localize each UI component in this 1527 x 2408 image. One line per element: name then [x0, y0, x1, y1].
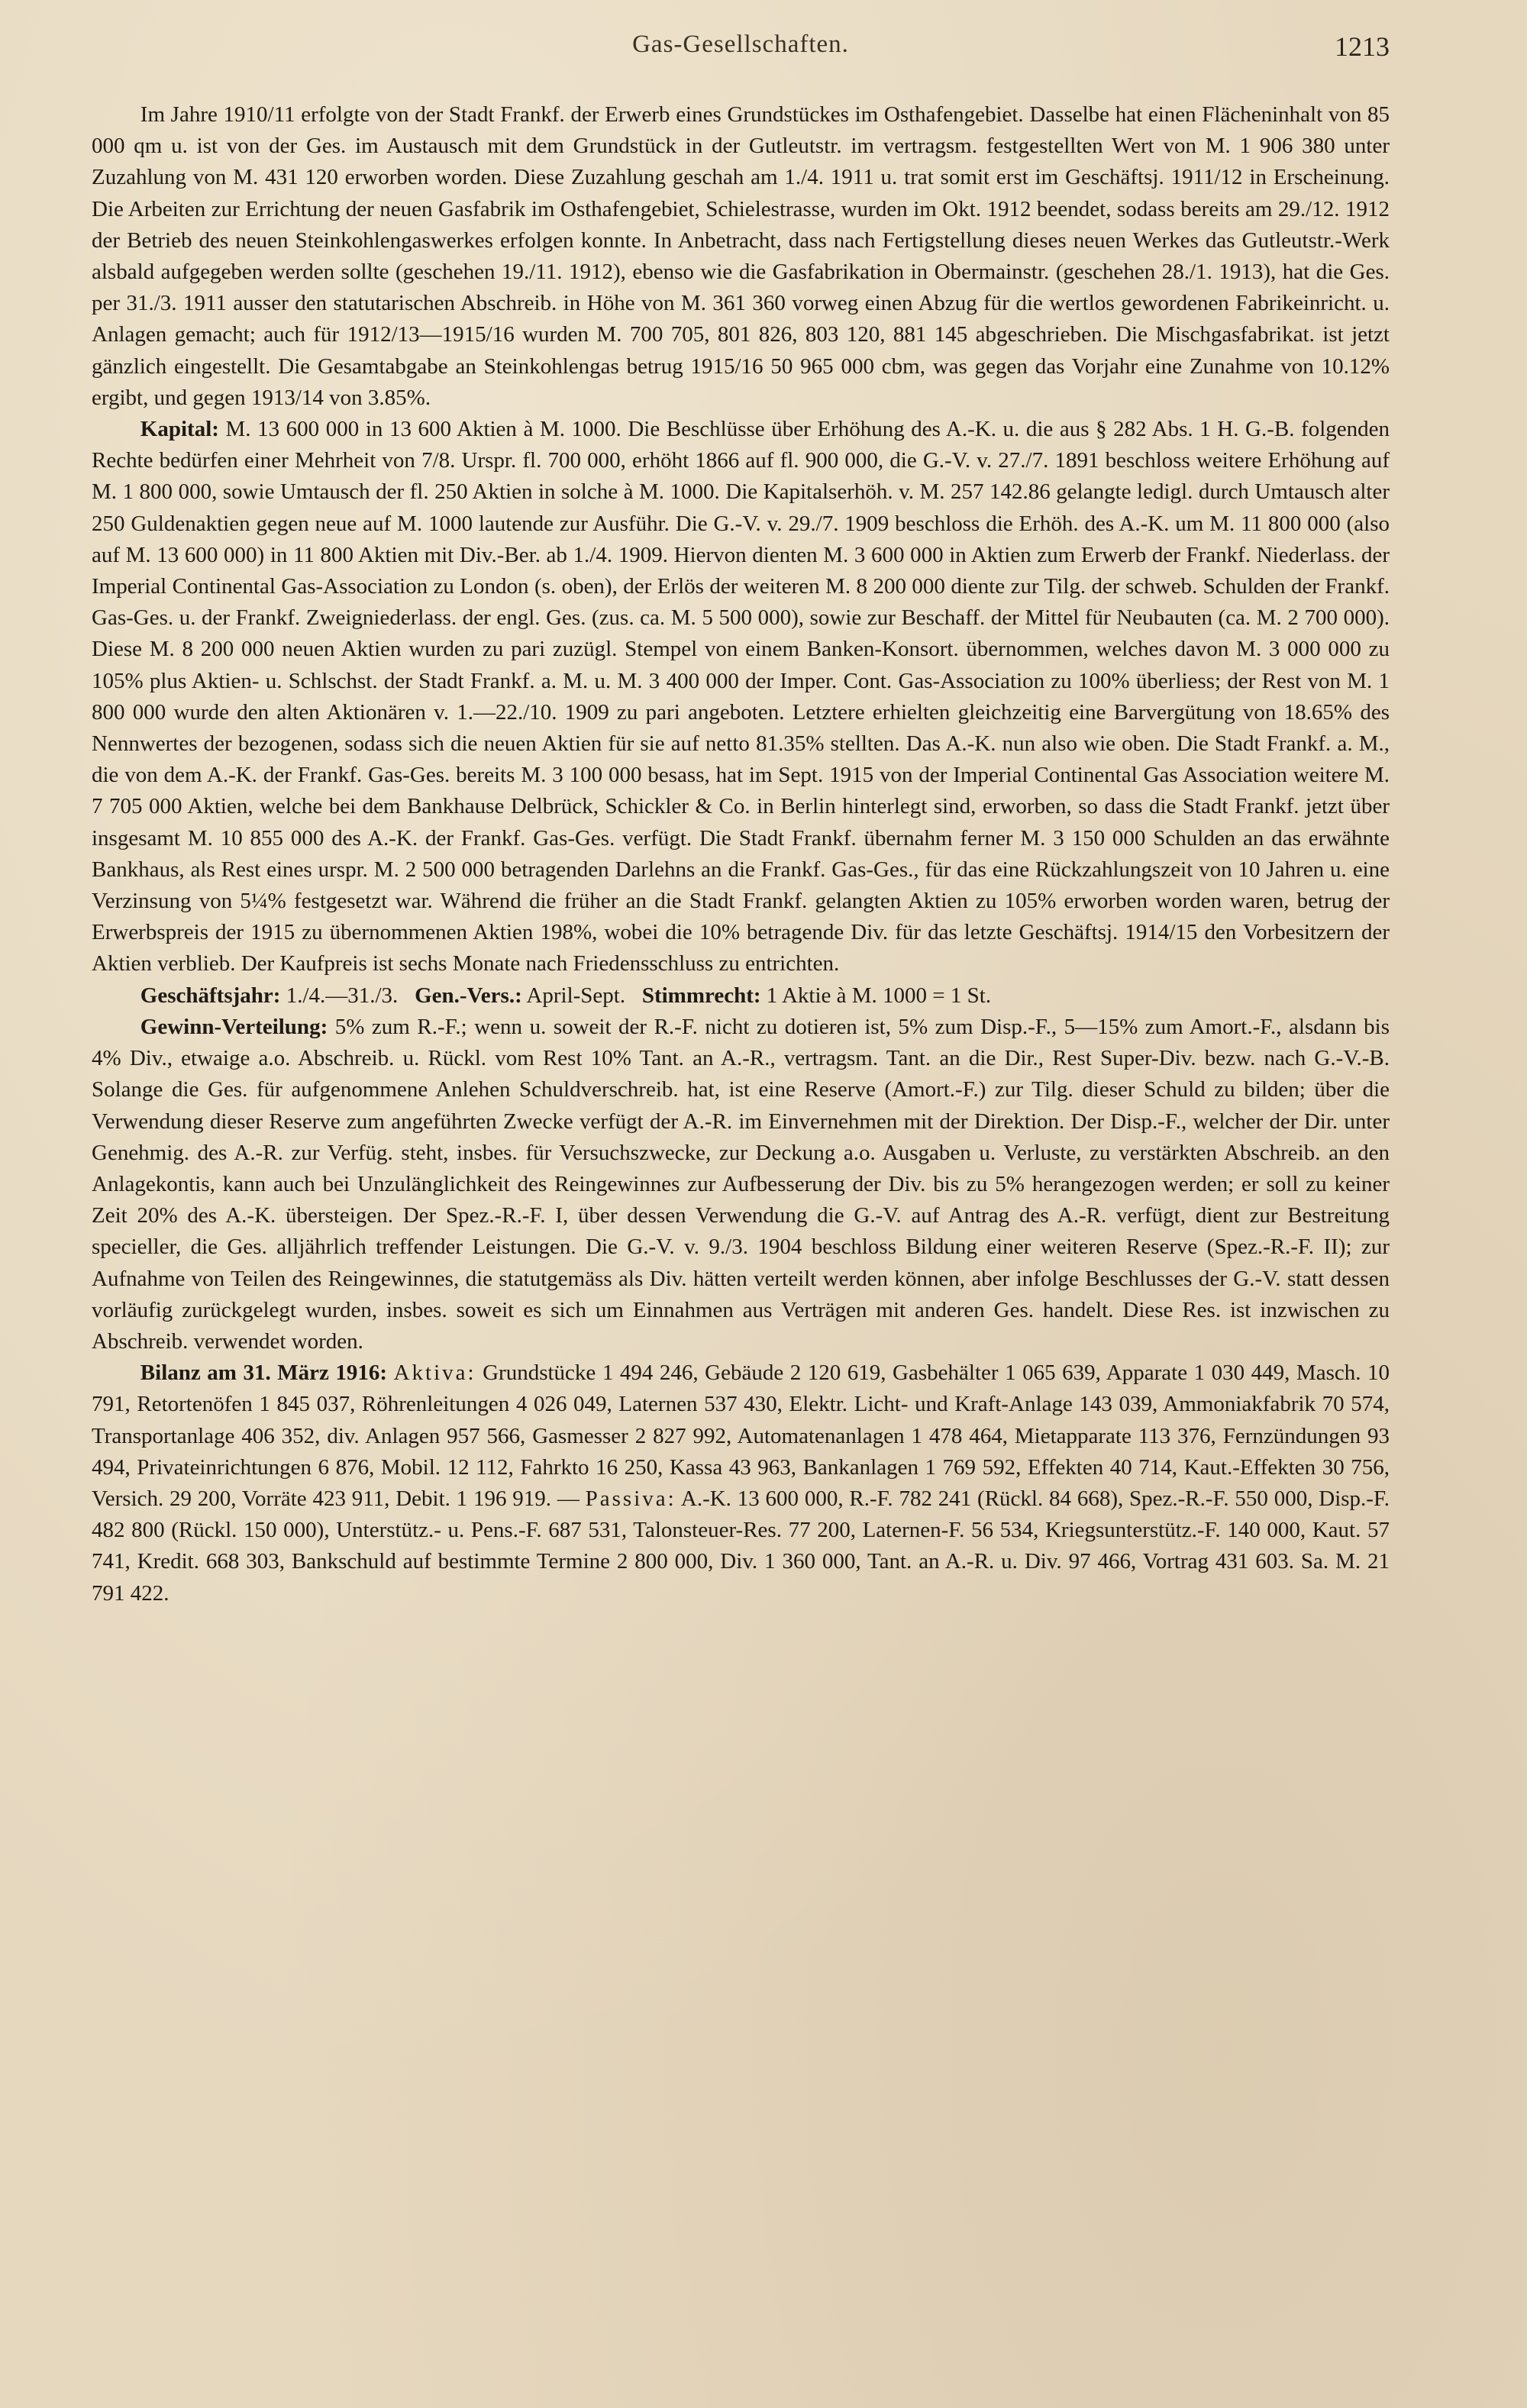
kapital-label: Kapital: — [140, 417, 219, 442]
stimmrecht-text: 1 Aktie à M. 1000 = 1 St. — [766, 983, 992, 1008]
kapital-text: M. 13 600 000 in 13 600 Aktien à M. 1000. Die Beschlüsse über Erhöhung des A.-K. u. die aus § 282 Abs. 1 H. G.-B. folgenden Rechte bedürfen einer Mehrheit von 7/8. Urspr. fl. 700 000, erhöht 1866 auf fl. 900 000, die G.-V. v. 27./7. 1891 beschloss weitere Erhöhung auf M. 1 800 000, sowie Umtausch der fl. 250 Aktien in solche à M. 1000. Die Kapitalserhöh. v. M. 257 142.86 gelangte ledigl. durch Umtausch alter 250 Guldenaktien gegen neue auf M. 1000 lautende zur Ausführ. Die G.-V. v. 29./7. 1909 beschloss die Erhöh. des A.-K. um M. 11 800 000 (also auf M. 13 600 000) in 11 800 Aktien mit Div.-Ber. ab 1./4. 1909. Hiervon dienten M. 3 600 000 in Aktien zum Erwerb der Frankf. Niederlass. der Imperial Continental Gas-Association zu London (s. oben), der Erlös der weiteren M. 8 200 000 diente zur Tilg. der schweb. Schulden der Frankf. Gas-Ges. u. der Frankf. Zweigniederlass. der engl. Ges. (zus. ca. M. 5 500 000), sowie zur Beschaff. der Mittel für Neubauten (ca. M. 2 700 000). Diese M. 8 200 000 neuen Aktien wurden zu pari zuzügl. Stempel von einem Banken-Konsort. übernommen, welches davon M. 3 000 000 zu 105% plus Aktien- u. Schlschst. der Stadt Frankf. a. M. u. M. 3 400 000 der Imper. Cont. Gas-Association zu 100% überliess; der Rest von M. 1 800 000 wurde den alten Aktionären v. 1.—22./10. 1909 zu pari angeboten. Letztere erhielten gleichzeitig eine Barvergütung von 18.65% des Nennwertes der bezogenen, sodass sich die neuen Aktien für sie auf netto 81.35% stellten. Das A.-K. nun also wie oben. Die Stadt Frankf. a. M., die von dem A.-K. der Frankf. Gas-Ges. bereits M. 3 100 000 besass, hat im Sept. 1915 von der Imperial Continental Gas Association weitere M. 7 705 000 Aktien, welche bei dem Bankhause Delbrück, Schickler & Co. in Berlin hinterlegt sind, erworben, so dass die Stadt Frankf. jetzt über insgesamt M. 10 855 000 des A.-K. der Frankf. Gas-Ges. verfügt. Die Stadt Frankf. übernahm ferner M. 3 150 000 Schulden an das erwähnte Bankhaus, als Rest eines urspr. M. 2 500 000 betragenden Darlehns an die Frankf. Gas-Ges., für das eine Rückzahlungszeit von 10 Jahren u. eine Verzinsung von 5¼% festgesetzt war. Während die früher an die Stadt Frankf. gelangten Aktien zu 105% erworben worden waren, betrug der Erwerbspreis der 1915 zu übernommenen Aktien 198%, wobei die 10% betragende Div. für das letzte Geschäftsj. 1914/15 den Vorbesitzern der Aktien verblieb. Der Kaufpreis ist sechs Monate nach Friedensschluss zu entrichten. — [92, 417, 1390, 976]
paragraph-geschaeftsjahr — [92, 980, 1390, 1012]
gen-vers-text: April-Sept. — [526, 983, 626, 1008]
page-number: 1213 — [1335, 31, 1390, 62]
paragraph-gewinn — [92, 1012, 1390, 1357]
paragraph-osthafen: Im Jahre 1910/11 erfolgte von der Stadt Frankf. der Erwerb eines Grundstückes im Osthafengebiet. Dasselbe hat einen Flächeninhalt von 85 000 qm u. ist von der Ges. im Austausch mit dem Grundstück in der Gutleutstr. im vertragsm. festgestellten Wert von M. 1 906 380 unter Zuzahlung von M. 431 120 erworben worden. Diese Zuzahlung geschah am 1./4. 1911 u. trat somit erst im Geschäftsj. 1911/12 in Erscheinung. Die Arbeiten zur Errichtung der neuen Gasfabrik im Osthafengebiet, Schielestrasse, wurden im Okt. 1912 beendet, sodass bereits am 29./12. 1912 der Betrieb des neuen Steinkohlengaswerkes erfolgen konnte. In Anbetracht, dass nach Fertigstellung dieses neuen Werkes das Gutleutstr.-Werk alsbald aufgegeben werden sollte (geschehen 19./11. 1912), ebenso wie die Gasfabrikation in Obermainstr. (geschehen 28./1. 1913), hat die Ges. per 31./3. 1911 ausser den statutarischen Abschreib. in Höhe von M. 361 360 vorweg einen Abzug für die wertlos gewordenen Fabrikeinricht. u. Anlagen gemacht; auch für 1912/13—1915/16 wurden M. 700 705, 801 826, 803 120, 881 145 abgeschrieben. Die Mischgasfabrikat. ist jetzt gänzlich eingestellt. Die Gesamtabgabe an Steinkohlengas betrug 1915/16 50 965 000 cbm, was gegen das Vorjahr eine Zunahme von 10.12% ergibt, und gegen 1913/14 von 3.85%. — [92, 102, 1390, 410]
passiva-label: Passiva: — [585, 1486, 676, 1511]
bilanz-label: Bilanz am 31. März 1916: — [140, 1361, 388, 1386]
page-header — [92, 31, 1390, 69]
gen-vers-label: Gen.-Vers.: — [415, 983, 522, 1008]
gewinn-text: 5% zum R.-F.; wenn u. soweit der R.-F. nicht zu dotieren ist, 5% zum Disp.-F., 5—15% zum Amort.-F., alsdann bis 4% Div., etwaige a.o. Abschreib. u. Rückl. vom Rest 10% Tant. an A.-R., vertragsm. Tant. an die Dir., Rest Super-Div. bezw. nach G.-V.-B. Solange die Ges. für aufgenommene Anlehen Schuldverschreib. hat, ist eine Reserve (Amort.-F.) zur Tilg. dieser Schuld zu bilden; über die Verwendung dieser Reserve zum angeführten Zwecke verfügt der A.-R. im Einvernehmen mit der Direktion. Der Disp.-F., welcher der Dir. unter Genehmig. des A.-R. zur Verfüg. steht, insbes. für Versuchszwecke, zur Deckung a.o. Ausgaben u. Verluste, zu verstärkten Abschreib. an den Anlagekontis, kann auch bei Unzulänglichkeit des Reingewinnes zur Aufbesserung der Div. bis zu 5% herangezogen werden; er soll zu keiner Zeit 20% des A.-K. übersteigen. Der Spez.-R.-F. I, über dessen Verwendung die G.-V. auf Antrag des A.-R. verfügt, dient zur Bestreitung specieller, die Ges. alljährlich treffender Leistungen. Die G.-V. v. 9./3. 1904 beschloss Bildung einer weiteren Reserve (Spez.-R.-F. II); zur Aufnahme von Teilen des Reingewinnes, die statutgemäss als Div. hätten verteilt werden können, aber infolge Beschlusses der G.-V. statt dessen vorläufig zurückgelegt wurden, insbes. soweit es sich um Einnahmen aus Verträgen mit anderen Ges. handelt. Diese Res. ist inzwischen zu Abschreib. verwendet worden. — [92, 1014, 1390, 1354]
aktiva-label: Aktiva: — [393, 1361, 476, 1386]
paragraph-bilanz — [92, 1357, 1390, 1609]
paragraph-kapital — [92, 414, 1390, 980]
geschaeftsjahr-label: Geschäftsjahr: — [140, 983, 281, 1008]
aktiva-text: Grundstücke 1 494 246, Gebäude 2 120 619, Gasbehälter 1 065 639, Apparate 1 030 449, Masch. 10 791, Retortenöfen 1 845 037, Röhrenleitungen 4 026 049, Laternen 537 430, Elektr. Licht- und Kraft-Anlage 143 039, Ammoniakfabrik 70 574, Transportanlage 406 352, div. Anlagen 957 566, Gasmesser 2 827 992, Automatenanlagen 1 478 464, Mietapparate 113 376, Fernzündungen 93 494, Privateinrichtungen 6 876, Mobil. 12 112, Fahrkto 16 250, Kassa 43 963, Bankanlagen 1 769 592, Effekten 40 714, Kaut.-Effekten 30 756, Versich. 29 200, Vorräte 423 911, Debit. 1 196 919. — — [92, 1361, 1390, 1511]
running-title: Gas-Gesellschaften. — [632, 31, 849, 58]
geschaeftsjahr-text: 1./4.—31./3. — [286, 983, 399, 1008]
passiva-text: A.-K. 13 600 000, R.-F. 782 241 (Rückl. 84 668), Spez.-R.-F. 550 000, Disp.-F. 482 800 (Rückl. 150 000), Unterstütz.- u. Pens.-F. 687 531, Talonsteuer-Res. 77 200, Laternen-F. 56 534, Kriegsunterstütz.-F. 140 000, Kaut. 57 741, Kredit. 668 303, Bankschuld auf bestimmte Termine 2 800 000, Div. 1 360 000, Tant. an A.-R. u. Div. 97 466, Vortrag 431 603. Sa. M. 21 791 422. — [92, 1486, 1390, 1606]
stimmrecht-label: Stimmrecht: — [641, 983, 761, 1008]
gewinn-label: Gewinn-Verteilung: — [140, 1014, 328, 1039]
body-text — [92, 99, 1390, 1609]
